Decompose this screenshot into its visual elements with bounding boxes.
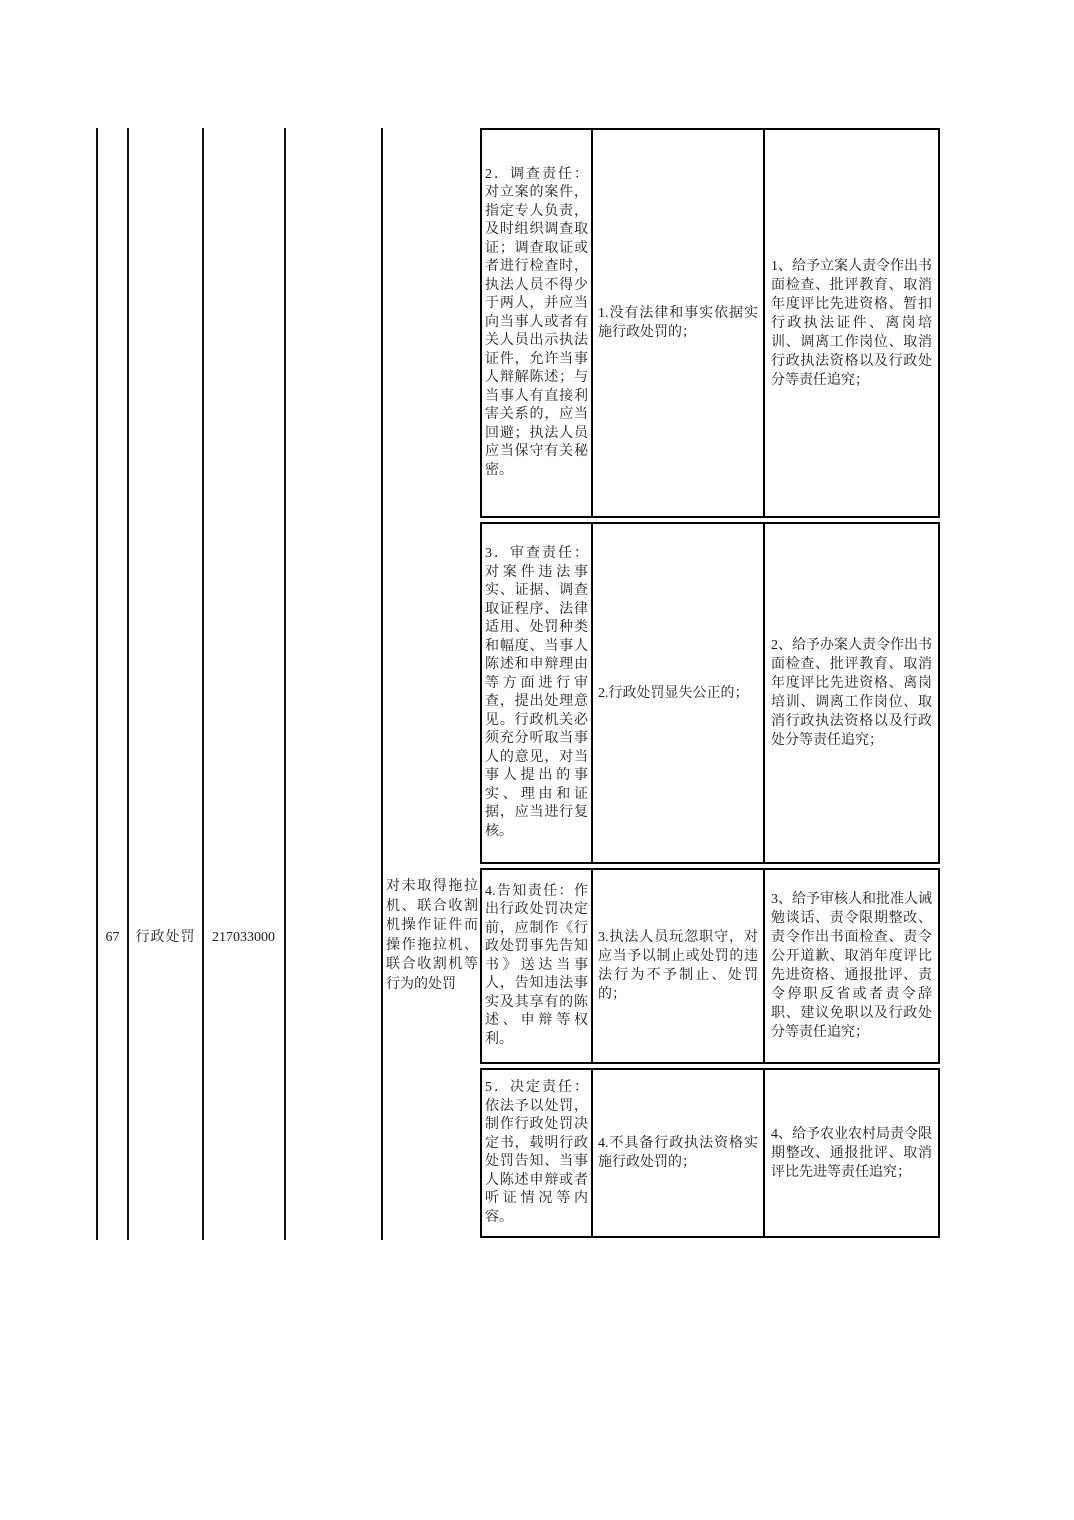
duty-text-4: 5．决定责任：依法予以处罚，制作行政处罚决定书，载明行政处罚告知、当事人陈述申辩或者听证情况等内容。 (485, 1080, 588, 1225)
duty-text-2: 3．审查责任：对案件违法事实、证据、调查取证程序、法律适用、处罚种类和幅度、当事人陈述和申辩理由等方面进行审查，提出处理意见。行政机关必须充分听取当事人的意见，对当事人提出的事实、理由和证据，应当进行复核。 (485, 546, 588, 839)
accountability-cell-4 (765, 1070, 938, 1236)
situation-cell-3 (593, 870, 765, 1062)
power-code: 217033000 (212, 930, 275, 945)
accountability-text-4: 4、给予农业农村局责令限期整改、通报批评、取消评比先进等责任追究； (771, 1126, 932, 1180)
row-number: 67 (105, 930, 120, 945)
accountability-text-3: 3、给予审核人和批准人诫勉谈话、责令限期整改、责令作出书面检查、责令公开道歉、取消年度评比先进资格、通报批评、责令停职反省或者责令辞职、建议免职以及行政处分等责任追究； (771, 892, 932, 1040)
situation-text-3: 3.执法人员玩忽职守，对应当予以制止或处罚的违法行为不予制止、处罚的； (598, 930, 758, 1002)
duty-cell-4 (482, 1070, 593, 1236)
column-rule-5 (381, 128, 383, 1240)
table-row (480, 128, 940, 518)
situation-cell-2 (593, 524, 765, 862)
column-rule-4 (284, 128, 286, 1240)
power-name: 对未取得拖拉机、联合收割机操作证件而操作拖拉机、联合收割机等行为的处罚 (386, 879, 478, 992)
duty-text-3: 4.告知责任：作出行政处罚决定前，应制作《行政处罚事先告知书》送达当事人，告知违法事实及其享有的陈述、申辩等权利。 (485, 883, 588, 1047)
situation-text-1: 1.没有法律和事实依据实施行政处罚的； (598, 306, 758, 340)
accountability-cell-3 (765, 870, 938, 1062)
situation-cell-4 (593, 1070, 765, 1236)
accountability-cell-2 (765, 524, 938, 862)
situation-text-4: 4.不具备行政执法资格实施行政处罚的； (598, 1136, 758, 1170)
table-row (480, 868, 940, 1064)
duty-cell-3 (482, 870, 593, 1062)
duty-table (480, 128, 940, 1238)
table-row (480, 1068, 940, 1238)
duty-cell-1 (482, 130, 593, 516)
accountability-text-1: 1、给予立案人责令作出书面检查、批评教育、取消年度评比先进资格、暂扣行政执法证件、离岗培训、调离工作岗位、取消行政执法资格以及行政处分等责任追究； (771, 258, 932, 388)
column-rule-3 (202, 128, 204, 1240)
situation-cell-1 (593, 130, 765, 516)
column-rule-1 (96, 128, 98, 1240)
table-row (480, 522, 940, 864)
duty-text-1: 2．调查责任：对立案的案件，指定专人负责，及时组织调查取证；调查取证或者进行检查时，执法人员不得少于两人，并应当向当事人或者有关人员出示执法证件，允许当事人辩解陈述；与当事人有直接利害关系的，应当回避；执法人员应当保守有关秘密。 (485, 166, 588, 478)
accountability-cell-1 (765, 130, 938, 516)
power-type: 行政处罚 (135, 930, 196, 945)
situation-text-2: 2.行政处罚显失公正的； (598, 685, 749, 701)
column-rule-2 (127, 128, 129, 1240)
duty-cell-2 (482, 524, 593, 862)
accountability-text-2: 2、给予办案人责令作出书面检查、批评教育、取消年度评比先进资格、离岗培训、调离工作岗位、取消行政执法资格以及行政处分等责任追究； (771, 638, 932, 748)
